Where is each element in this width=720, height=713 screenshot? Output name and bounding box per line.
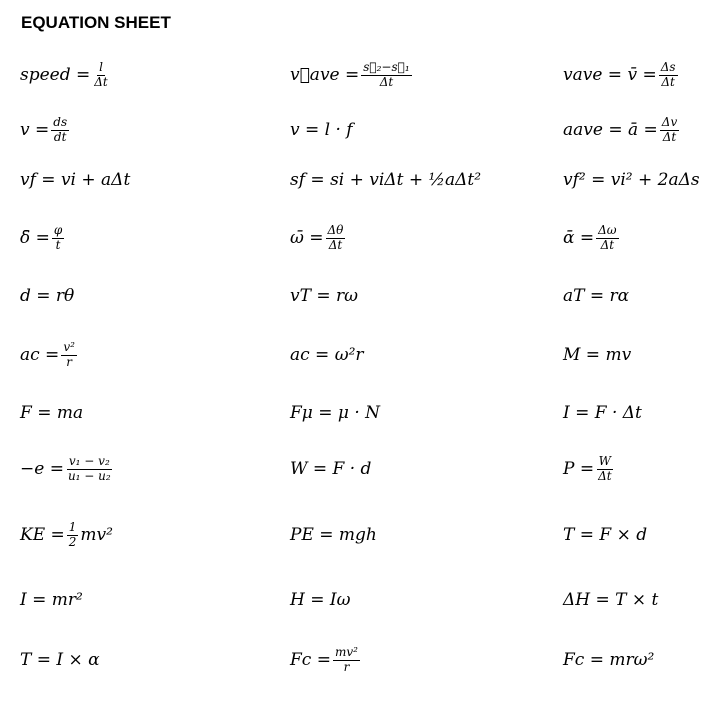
equation-text: vf² = vi² + 2aΔs <box>563 170 700 190</box>
equation-r2-c1 <box>290 160 481 200</box>
equation-r9-c2 <box>563 580 658 620</box>
equation-r3-c2 <box>563 218 621 258</box>
equation-r9-c0 <box>20 580 83 620</box>
equation-r5-c0 <box>20 335 79 375</box>
equation-r8-c2 <box>563 515 647 555</box>
equation-lhs: aave = ā = <box>563 120 658 140</box>
fraction <box>596 455 614 482</box>
equation-lhs: δ̄ = <box>20 228 50 248</box>
equation-r0-c1 <box>290 55 414 95</box>
equation-text: sf = si + viΔt + ½aΔt² <box>290 170 482 190</box>
fraction-numerator: v² <box>63 340 75 355</box>
equation-text: W = F · d <box>290 459 372 479</box>
fraction <box>596 224 618 251</box>
fraction <box>51 116 69 143</box>
fraction <box>660 116 679 143</box>
equation-r10-c0 <box>20 640 100 680</box>
equation-r10-c2 <box>563 640 654 680</box>
equation-r3-c1 <box>290 218 347 258</box>
fraction-denominator: Δt <box>328 237 343 252</box>
fraction <box>66 455 113 482</box>
fraction-numerator: Δv <box>661 115 678 130</box>
fraction-denominator: Δt <box>662 129 677 144</box>
fraction <box>61 341 77 368</box>
fraction-numerator: Δθ <box>327 223 344 238</box>
fraction-denominator: Δt <box>598 468 612 483</box>
fraction-numerator: mv² <box>334 645 358 660</box>
equation-r0-c2 <box>563 55 680 95</box>
equation-r6-c0 <box>20 393 83 433</box>
equation-r9-c1 <box>290 580 350 620</box>
fraction-numerator: Δs <box>660 60 676 75</box>
fraction-denominator: dt <box>53 129 67 144</box>
equation-r4-c0 <box>20 276 74 316</box>
equation-text: H = Iω <box>290 590 351 610</box>
equation-text: T = F × d <box>563 525 648 545</box>
fraction-denominator: Δt <box>379 74 394 89</box>
fraction-denominator: 2 <box>68 534 77 549</box>
equation-text: T = I × α <box>20 650 100 670</box>
equation-r1-c2 <box>563 110 681 150</box>
equation-lhs: speed = <box>20 65 91 85</box>
equation-text: Fc = mrω² <box>563 650 655 670</box>
fraction-denominator: t <box>55 237 61 252</box>
fraction <box>92 61 110 88</box>
equation-lhs: vave = v̄ = <box>563 65 657 85</box>
fraction-numerator: l <box>99 60 103 75</box>
fraction-denominator: r <box>343 659 350 674</box>
equation-r5-c2 <box>563 335 631 375</box>
equation-text: M = mv <box>563 345 632 365</box>
equation-text: v = l · f <box>290 120 353 140</box>
fraction <box>52 224 64 251</box>
equation-r2-c0 <box>20 160 130 200</box>
equation-text: PE = mgh <box>290 525 377 545</box>
equation-text: d = rθ <box>20 286 75 306</box>
equation-r4-c2 <box>563 276 629 316</box>
fraction-numerator: W <box>598 454 612 469</box>
fraction-numerator: φ <box>53 223 63 238</box>
equation-lhs: P = <box>563 459 595 479</box>
equation-lhs: KE = <box>20 525 65 545</box>
equation-rhs: mv² <box>80 525 113 545</box>
equation-text: I = mr² <box>20 590 83 610</box>
equation-r10-c1 <box>290 640 362 680</box>
equation-text: Fμ = μ · N <box>290 403 381 423</box>
equation-r1-c1 <box>290 110 353 150</box>
equation-r6-c1 <box>290 393 380 433</box>
equation-lhs: ac = <box>20 345 60 365</box>
page-title: EQUATION SHEET <box>21 13 171 32</box>
fraction-numerator: v₁ − v₂ <box>68 454 110 469</box>
fraction-denominator: Δt <box>94 74 108 89</box>
fraction-denominator: r <box>66 354 72 369</box>
equation-text: ΔH = T × t <box>563 590 659 610</box>
equation-r6-c2 <box>563 393 642 433</box>
equation-text: vf = vi + aΔt <box>20 170 131 190</box>
equation-r4-c1 <box>290 276 358 316</box>
fraction-denominator: Δt <box>661 74 675 89</box>
equation-lhs: v⃗ave = <box>290 65 360 85</box>
fraction-numerator: s⃗₂−s⃗₁ <box>363 60 410 75</box>
equation-r7-c2 <box>563 449 616 489</box>
equation-text: aT = rα <box>563 286 630 306</box>
fraction <box>67 521 79 548</box>
fraction-numerator: ds <box>53 115 68 130</box>
fraction <box>361 61 411 88</box>
equation-text: ac = ω²r <box>290 345 364 365</box>
fraction <box>333 646 360 673</box>
equation-lhs: ᾱ = <box>563 228 595 248</box>
fraction-denominator: u₁ − u₂ <box>67 468 111 483</box>
fraction-numerator: 1 <box>68 520 77 535</box>
equation-r1-c0 <box>20 110 71 150</box>
equation-r7-c1 <box>290 449 371 489</box>
equation-lhs: −e = <box>20 459 64 479</box>
equation-r3-c0 <box>20 218 66 258</box>
fraction <box>659 61 678 88</box>
fraction-denominator: Δt <box>600 237 615 252</box>
equation-r7-c0 <box>20 449 115 489</box>
equation-r8-c0 <box>20 515 113 555</box>
equation-lhs: v = <box>20 120 50 140</box>
equation-r2-c2 <box>563 160 700 200</box>
equation-r8-c1 <box>290 515 377 555</box>
equation-text: F = ma <box>20 403 84 423</box>
equation-text: vT = rω <box>290 286 358 306</box>
equation-r0-c0 <box>20 55 112 95</box>
equation-text: I = F · Δt <box>563 403 642 423</box>
equation-lhs: ω̄ = <box>290 228 324 248</box>
equation-r5-c1 <box>290 335 364 375</box>
fraction-numerator: Δω <box>598 223 617 238</box>
fraction <box>326 224 346 251</box>
equation-lhs: Fc = <box>290 650 331 670</box>
